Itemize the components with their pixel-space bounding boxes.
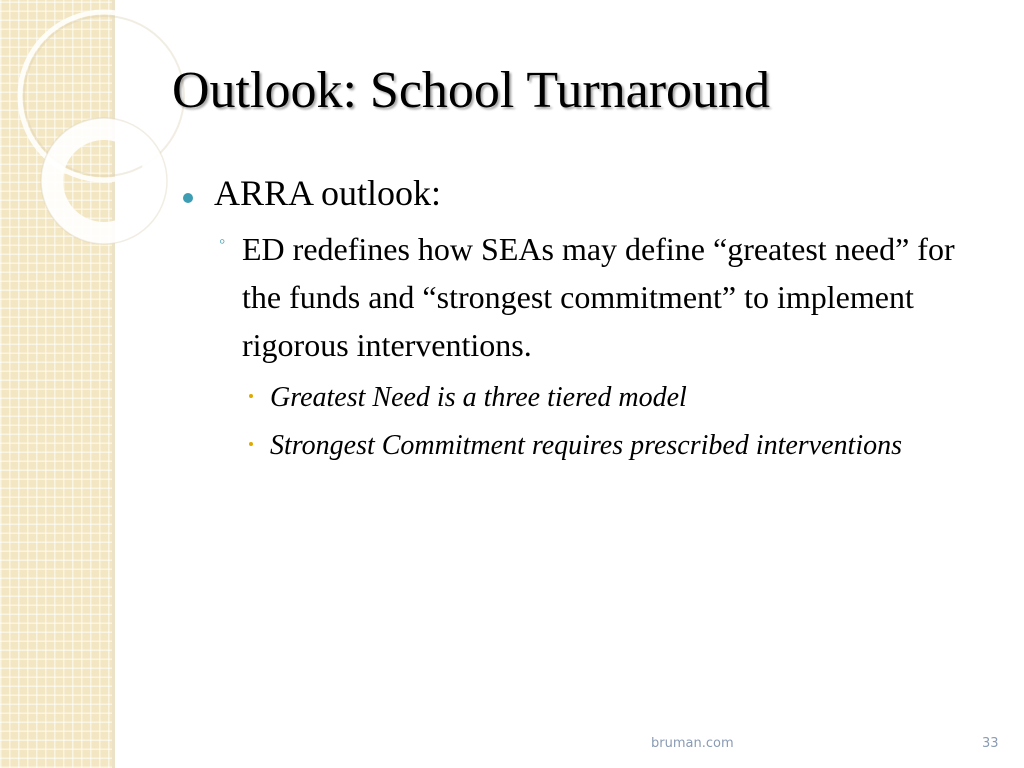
bullet-level2-text: ED redefines how SEAs may define “greatest need” for the funds and “strongest commitment” to implement rigorous interventions. bbox=[242, 231, 955, 364]
dot-bullet-icon bbox=[249, 394, 253, 398]
dot-bullet-icon bbox=[249, 442, 253, 446]
bullet-list bbox=[176, 172, 986, 473]
bullet-level3-text: Strongest Commitment requires prescribed interventions bbox=[270, 430, 902, 462]
page-number: 33 bbox=[982, 736, 999, 751]
filled-circle-bullet-icon bbox=[183, 193, 193, 203]
bullet-level1-text: ARRA outlook: bbox=[214, 173, 442, 213]
hollow-circle-bullet-icon: ◦ bbox=[219, 231, 226, 252]
footer-source: bruman.com bbox=[651, 736, 734, 751]
bullet-level3 bbox=[242, 377, 986, 419]
bullet-level3-text: Greatest Need is a three tiered model bbox=[270, 382, 687, 414]
slide-title: Outlook: School Turnaround bbox=[172, 62, 771, 119]
bullet-level1 bbox=[176, 172, 986, 215]
decorative-rings bbox=[0, 0, 200, 260]
large-ring bbox=[20, 12, 188, 180]
bullet-level3 bbox=[242, 425, 986, 467]
bullet-level2 bbox=[214, 225, 986, 369]
